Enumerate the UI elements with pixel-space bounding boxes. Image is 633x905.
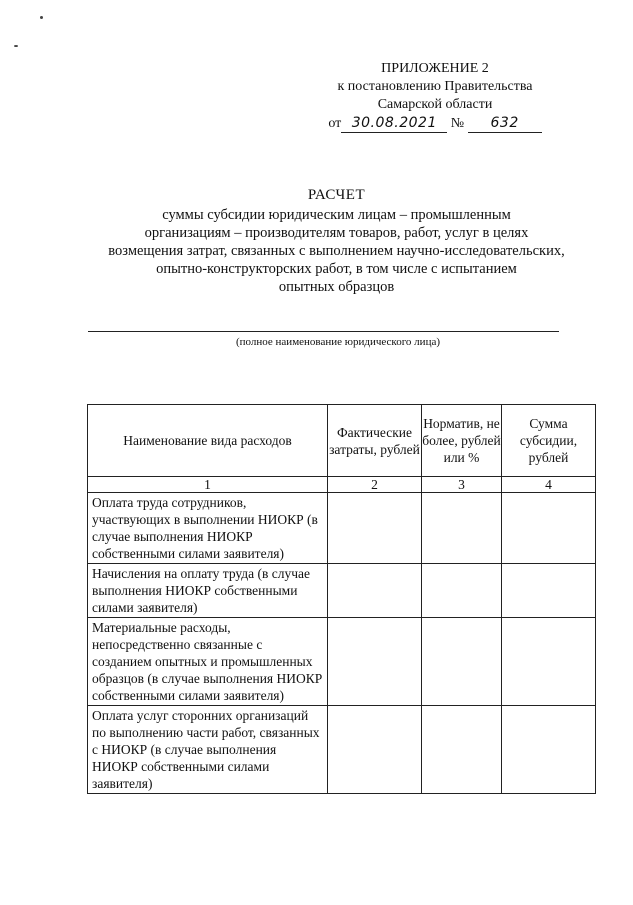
appendix-line-2: Самарской области bbox=[377, 97, 493, 112]
expense-name: Оплата услуг сторонних организаций по выполнению части работ, связанных с НИОКР (в случае выполнения НИОКР собственными силами заявителя) bbox=[88, 706, 328, 794]
actual-costs-cell[interactable] bbox=[328, 618, 422, 706]
date-prefix: от bbox=[328, 116, 342, 131]
handwritten-number: 632 bbox=[468, 114, 542, 133]
table-header-row bbox=[88, 405, 596, 477]
scan-speck bbox=[14, 45, 18, 47]
entity-name-caption: (полное наименование юридического лица) bbox=[235, 336, 440, 348]
title-line-2: организациям – производителям товаров, работ, услуг в целях bbox=[144, 225, 529, 241]
number-prefix: № bbox=[450, 116, 465, 131]
header-norm: Норматив, не более, рублей или % bbox=[422, 405, 502, 477]
expense-name: Оплата труда сотрудников, участвующих в выполнении НИОКР (в случае выполнения НИОКР собственными силами заявителя) bbox=[88, 493, 328, 564]
column-number: 2 bbox=[328, 477, 422, 493]
norm-cell[interactable] bbox=[422, 564, 502, 618]
header-expense-type: Наименование вида расходов bbox=[88, 405, 328, 477]
handwritten-date: 30.08.2021 bbox=[341, 114, 447, 133]
title-line-3: возмещения затрат, связанных с выполнением научно-исследовательских, bbox=[108, 243, 565, 259]
column-number: 3 bbox=[422, 477, 502, 493]
subsidy-amount-cell[interactable] bbox=[502, 564, 596, 618]
subsidy-amount-cell[interactable] bbox=[502, 706, 596, 794]
document-title bbox=[70, 186, 603, 296]
appendix-date-row bbox=[300, 114, 570, 133]
table-row bbox=[88, 493, 596, 564]
expense-name: Начисления на оплату труда (в случае выполнения НИОКР собственными силами заявителя) bbox=[88, 564, 328, 618]
title-line-5: опытных образцов bbox=[278, 279, 395, 295]
appendix-title: ПРИЛОЖЕНИЕ 2 bbox=[381, 61, 489, 76]
table-row bbox=[88, 706, 596, 794]
document-heading: РАСЧЕТ bbox=[307, 187, 366, 203]
actual-costs-cell[interactable] bbox=[328, 706, 422, 794]
header-actual-costs: Фактические затраты, рублей bbox=[328, 405, 422, 477]
appendix-block bbox=[300, 60, 570, 133]
title-line-4: опытно-конструкторских работ, в том числе с испытанием bbox=[156, 261, 517, 277]
norm-cell[interactable] bbox=[422, 618, 502, 706]
actual-costs-cell[interactable] bbox=[328, 564, 422, 618]
scan-speck bbox=[40, 16, 43, 19]
table-row bbox=[88, 564, 596, 618]
title-line-1: суммы субсидии юридическим лицам – промышленным bbox=[162, 207, 511, 223]
entity-name-line[interactable] bbox=[88, 331, 559, 332]
header-subsidy-amount: Сумма субсидии, рублей bbox=[502, 405, 596, 477]
table-row bbox=[88, 618, 596, 706]
column-number-row bbox=[88, 477, 596, 493]
expense-name: Материальные расходы, непосредственно связанные с созданием опытных и промышленных образцов (в случае выполнения НИОКР собственными силами заявителя) bbox=[88, 618, 328, 706]
norm-cell[interactable] bbox=[422, 493, 502, 564]
appendix-line-1: к постановлению Правительства bbox=[337, 79, 533, 94]
norm-cell[interactable] bbox=[422, 706, 502, 794]
column-number: 4 bbox=[502, 477, 596, 493]
subsidy-amount-cell[interactable] bbox=[502, 493, 596, 564]
calculation-table bbox=[87, 404, 596, 794]
actual-costs-cell[interactable] bbox=[328, 493, 422, 564]
subsidy-amount-cell[interactable] bbox=[502, 618, 596, 706]
column-number: 1 bbox=[88, 477, 328, 493]
